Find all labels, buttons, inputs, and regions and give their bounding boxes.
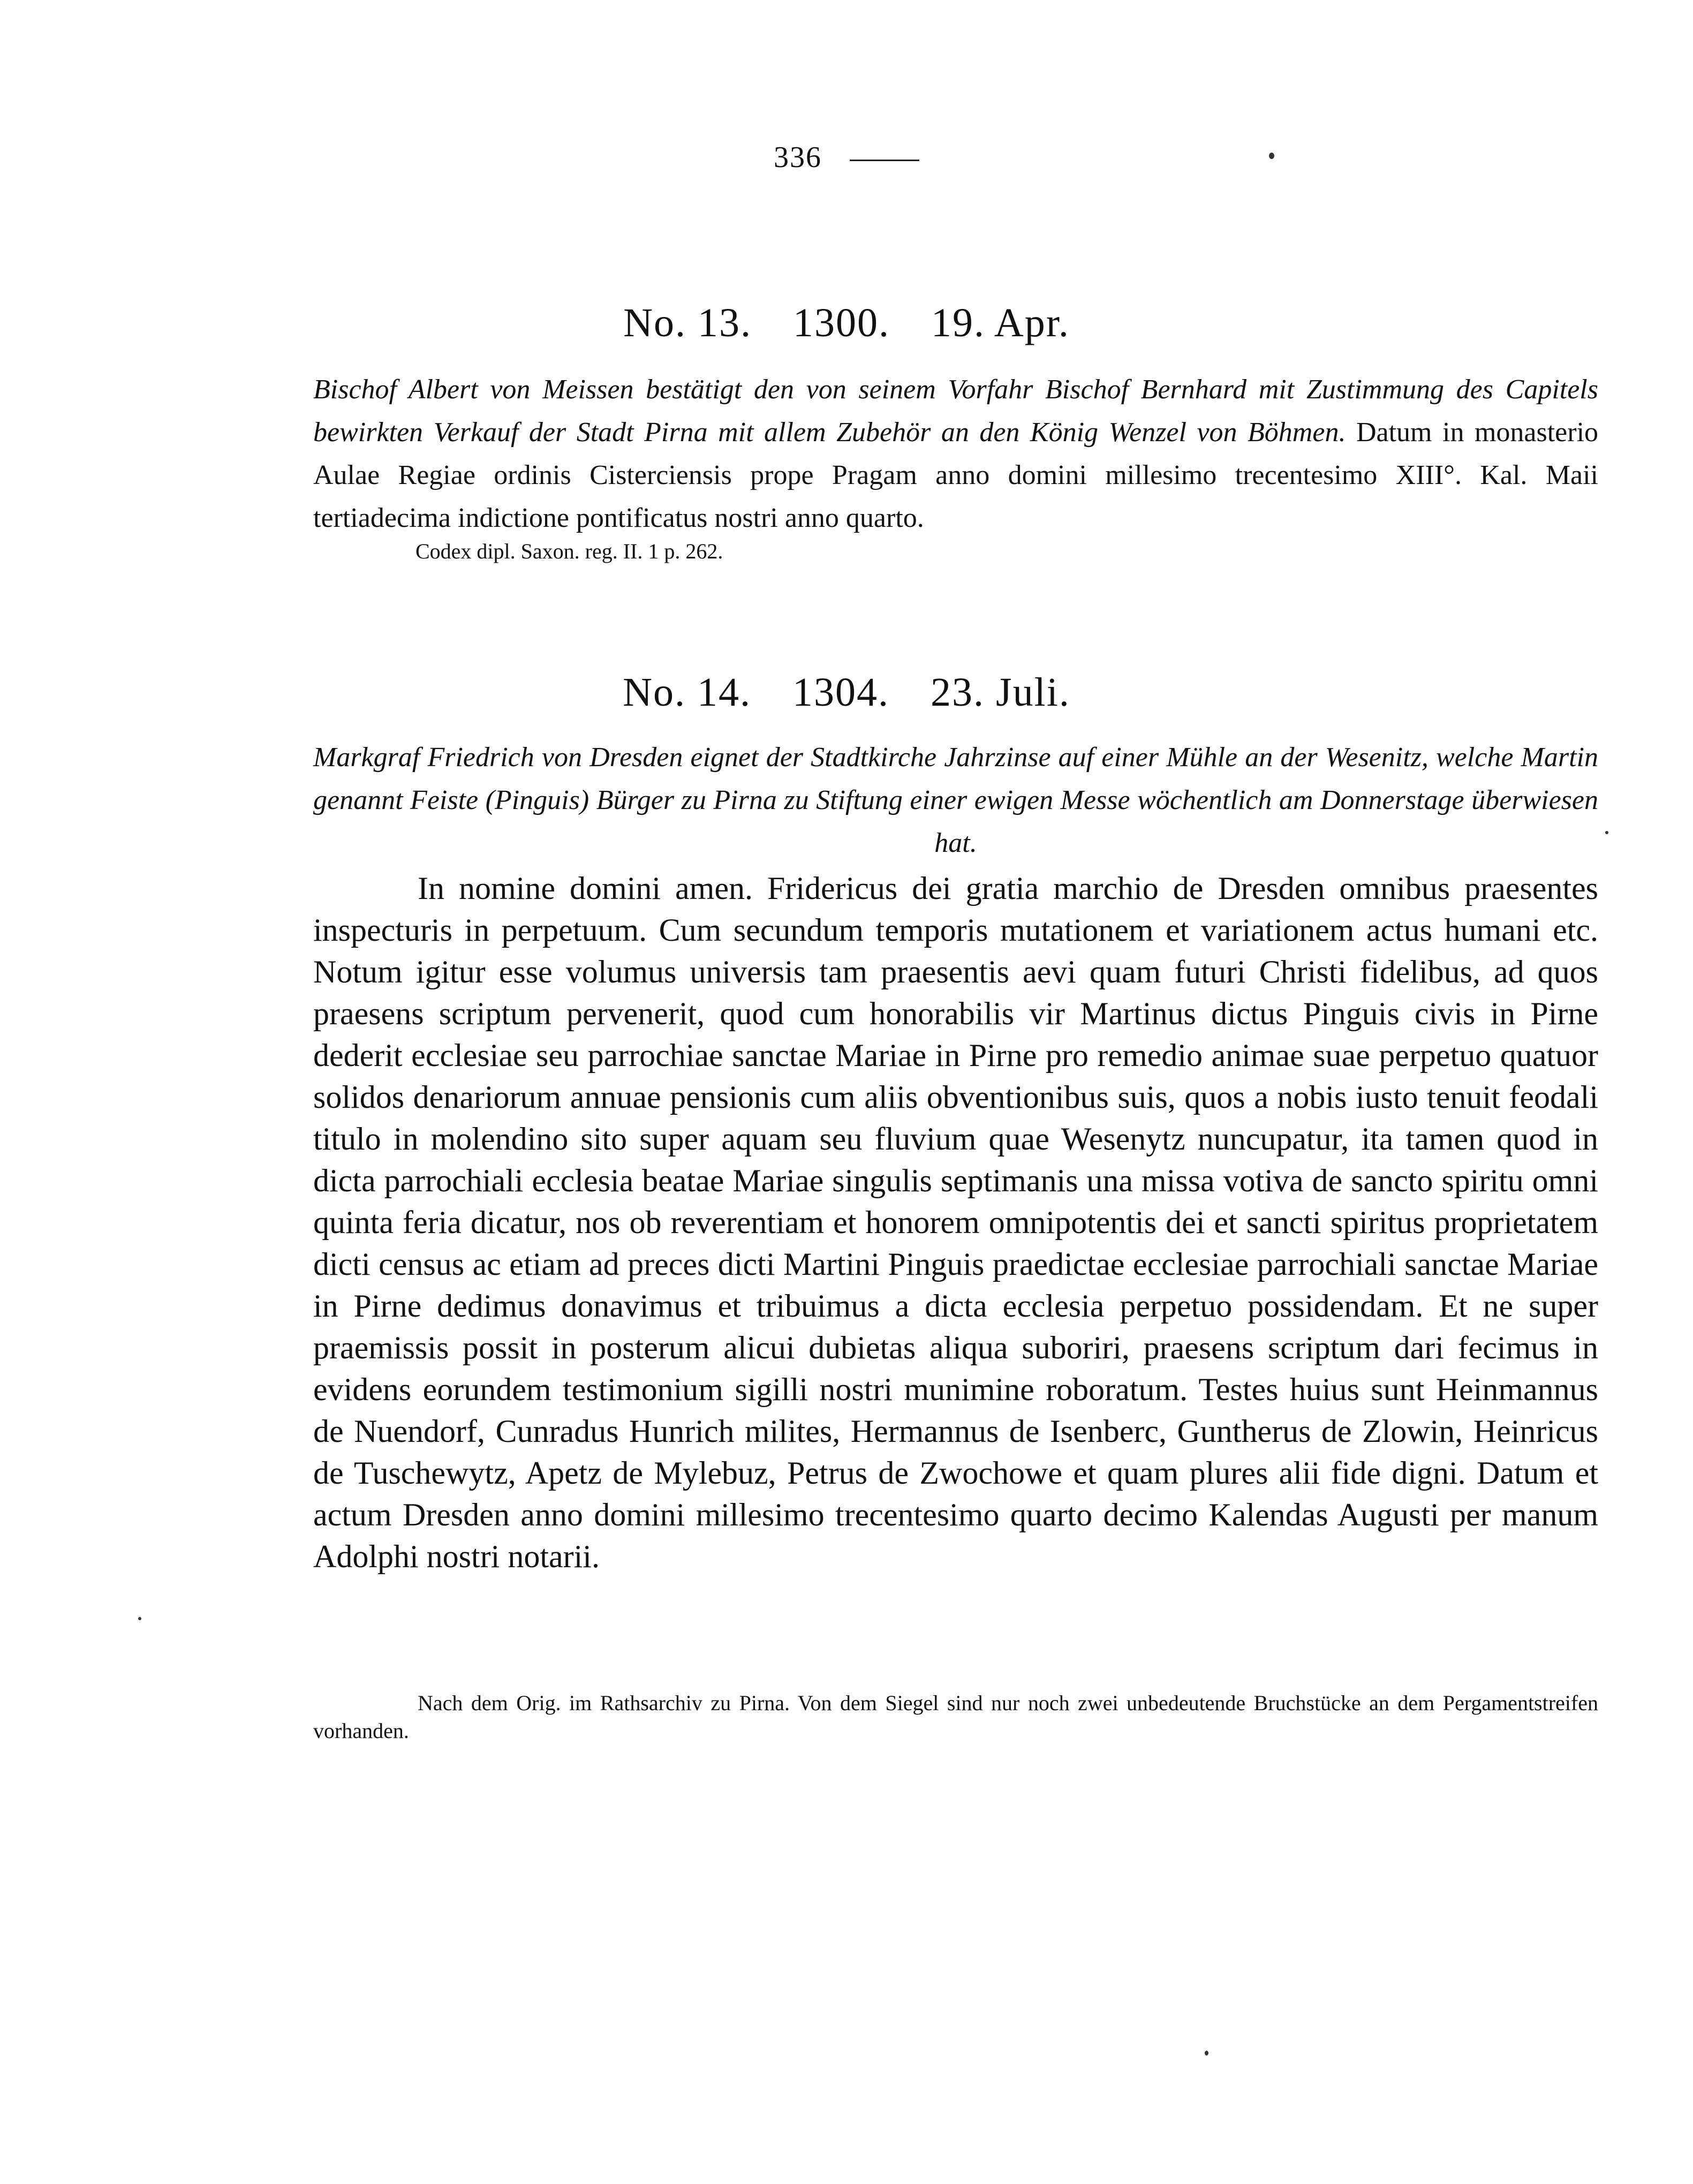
page-number-value: 336: [774, 141, 822, 174]
entry-date: 19. Apr.: [931, 300, 1070, 345]
entry-14-footnote: Nach dem Orig. im Rathsarchiv zu Pirna. Von dem Siegel sind nur noch zwei unbedeutende Bruchstücke an dem Pergamentstreifen vorhanden.: [313, 1691, 1598, 1743]
entry-number: No. 13.: [623, 300, 752, 345]
page-number: [0, 140, 1693, 175]
entry-date: 23. Juli.: [931, 670, 1070, 715]
entry-14-body: In nomine domini amen. Fridericus dei gratia marchio de Dresden omnibus praesentes inspecturis in perpetuum. Cum secundum temporis mutationem et variationem actus humani etc. Notum igitur esse volumus universis tam praesentis aevi quam futuri Christi fidelibus, ad quos praesens scriptum pervenerit, quod cum honorabilis vir Martinus dictus Pinguis civis in Pirne dederit ecclesiae seu parrochiae sanctae Mariae in Pirne pro remedio animae suae perpetuo quatuor solidos denariorum annuae pensionis cum aliis obventionibus suis, quos a nobis iusto tenuit feodali titulo in molendino sito super aquam seu fluvium quae Wesenytz nuncupatur, ita tamen quod in dicta parrochiali ecclesia beatae Mariae singulis septimanis una missa votiva de sancto spiritu omni quinta feria dicatur, nos ob reverentiam et honorem omnipotentis dei et sancti spiritus proprietatem dicti census ac etiam ad preces dicti Martini Pinguis praedictae ecclesiae parrochiali sanctae Mariae in Pirne dedimus donavimus et tribuimus a dicta ecclesia perpetuo possidendam. Et ne super praemissis possit in posterum alicui dubietas aliqua suboriri, praesens scriptum dari fecimus in evidens eorundem testimonium sigilli nostri munimine roboratum. Testes huius sunt Heinmannus de Nuendorf, Cunradus Hunrich milites, Hermannus de Isenberc, Guntherus de Zlowin, Heinricus de Tuschewytz, Apetz de Mylebuz, Petrus de Zwochowe et quam plures alii fide digni. Datum et actum Dresden anno domini millesimo trecentesimo quarto decimo Kalendas Augusti per manum Adolphi nostri notarii.: [313, 871, 1598, 1574]
entry-14-heading: [0, 669, 1693, 716]
scan-speck: [1269, 153, 1274, 159]
scan-speck: [1205, 2051, 1208, 2055]
entry-number: No. 14.: [623, 670, 752, 715]
entry-13-summary-latin: Datum in monasterio Aulae Regiae ordinis Cisterciensis prope Pragam anno domini millesimo trecentesimo XIII°. Kal. Maii tertiadecima indictione pontificatus nostri anno quarto.: [313, 417, 1599, 533]
entry-13-summary: [313, 368, 1598, 540]
entry-13-summary-italic: Bischof Albert von Meissen bestätigt den von seinem Vorfahr Bischof Bernhard mit Zustimmung des Capitels bewirkten Verkauf der Stadt Pirna mit allem Zubehör an den König Wenzel von Böhmen.: [313, 374, 1598, 448]
page-number-rule: [850, 160, 919, 161]
entry-year: 1304.: [792, 670, 890, 715]
entry-13-source: Codex dipl. Saxon. reg. II. 1 p. 262.: [415, 539, 723, 563]
entry-14-summary-italic: Markgraf Friedrich von Dresden eignet der Stadtkirche Jahrzinse auf einer Mühle an der Wesenitz, welche Martin genannt Feiste (Pinguis) Bürger zu Pirna zu Stiftung einer ewigen Messe wöchentlich am Donnerstage überwiesen hat.: [313, 742, 1598, 858]
entry-13-heading: [0, 300, 1693, 346]
entry-14-summary: [313, 736, 1598, 865]
entry-year: 1300.: [793, 300, 890, 345]
scan-speck: [1605, 831, 1608, 834]
scan-speck: [138, 1617, 141, 1620]
